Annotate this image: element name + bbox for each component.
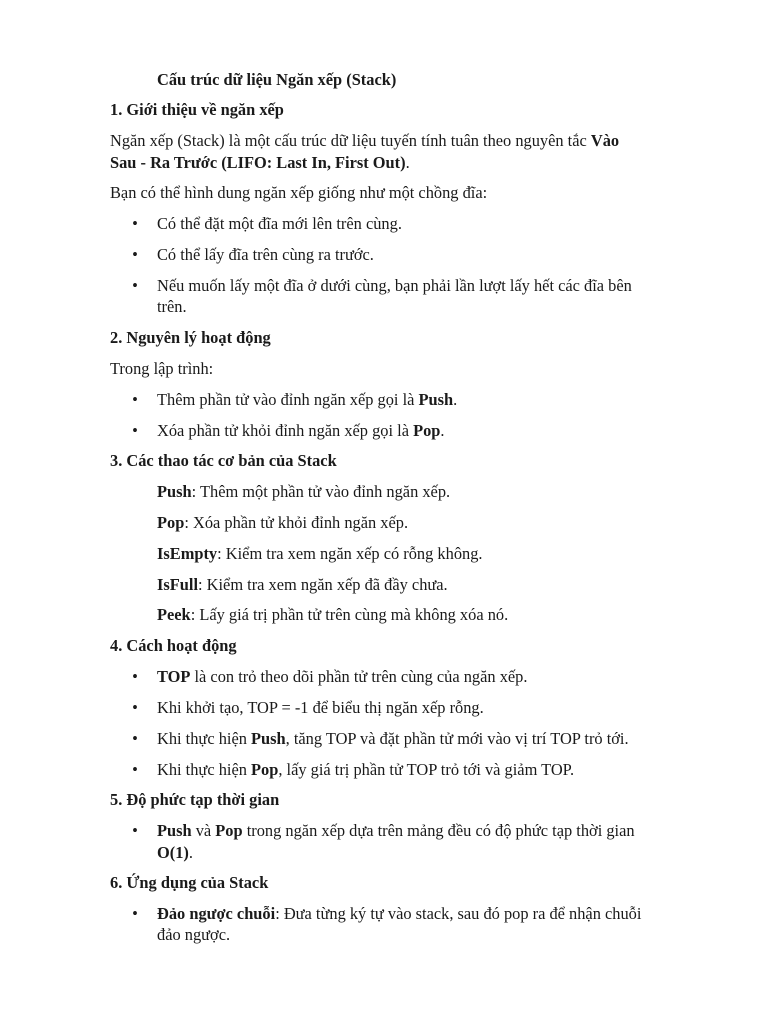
section-6-heading (110, 872, 268, 893)
bullet-icon: • (132, 821, 138, 840)
list-item (157, 697, 484, 718)
operation-description: : Xóa phần tử khỏi đỉnh ngăn xếp. (184, 513, 409, 532)
list-item-bold-text: Push (418, 390, 454, 409)
section-4-heading (110, 635, 237, 656)
list-item (157, 244, 374, 265)
list-item-text: Thêm phần tử vào đỉnh ngăn xếp gọi là (157, 390, 419, 409)
list-item-text: , lấy giá trị phần tử TOP trỏ tới và giảm TOP. (278, 760, 575, 779)
bullet-icon: • (132, 214, 138, 233)
operation-description: : Lấy giá trị phần tử trên cùng mà không xóa nó. (190, 605, 509, 624)
bullet-icon: • (132, 904, 138, 923)
operation-name: Pop (157, 513, 185, 532)
heading-text: 1. Giới thiệu về ngăn xếp (110, 100, 284, 119)
list-item-bold-text: TOP (157, 667, 191, 686)
operation-item (157, 512, 408, 533)
section-1-heading (110, 99, 284, 120)
list-item-text: . (188, 843, 193, 862)
bullet-icon: • (132, 421, 138, 440)
heading-text: 5. Độ phức tạp thời gian (110, 790, 280, 809)
operation-item (157, 481, 450, 502)
heading-text: 2. Nguyên lý hoạt động (110, 328, 271, 347)
operation-name: Peek (157, 605, 191, 624)
operation-name: IsFull (157, 575, 198, 594)
operation-name: IsEmpty (157, 544, 218, 563)
list-item (157, 666, 527, 687)
bullet-icon: • (132, 390, 138, 409)
document-title (157, 69, 396, 90)
list-item-bold-text: Pop (215, 821, 243, 840)
heading-text: 4. Cách hoạt động (110, 636, 237, 655)
list-item-continuation (157, 924, 230, 945)
list-item (157, 728, 629, 749)
list-item-text: là con trỏ theo dõi phần tử trên cùng của ngăn xếp. (190, 667, 528, 686)
list-item (157, 213, 402, 234)
list-item (157, 275, 632, 296)
list-item-bold-text: Push (251, 729, 286, 748)
section-5-heading (110, 789, 279, 810)
list-item-text: trên. (157, 297, 187, 316)
list-item-text: Khi khởi tạo, TOP = -1 để biểu thị ngăn xếp rỗng. (157, 698, 484, 717)
section-3-heading (110, 450, 337, 471)
list-item-text: . (453, 390, 458, 409)
section-1-paragraph-line-2 (110, 152, 410, 173)
title-text: Cấu trúc dữ liệu Ngăn xếp (Stack) (157, 70, 397, 89)
bullet-icon: • (132, 245, 138, 264)
paragraph-bold-text: Sau - Ra Trước (LIFO: Last In, First Out) (110, 153, 406, 172)
list-item-text: : Đưa từng ký tự vào stack, sau đó pop ra để nhận chuỗi (275, 904, 642, 923)
list-item-text: Khi thực hiện (157, 760, 252, 779)
list-item-text: Có thể đặt một đĩa mới lên trên cùng. (157, 214, 402, 233)
bullet-icon: • (132, 760, 138, 779)
operation-name: Push (157, 482, 192, 501)
list-item-bold-text: Đảo ngược chuỗi (157, 904, 276, 923)
section-1-paragraph-2 (110, 182, 487, 203)
section-2-intro (110, 358, 213, 379)
bullet-icon: • (132, 729, 138, 748)
list-item-text: và (191, 821, 216, 840)
paragraph-text: . (405, 153, 410, 172)
operation-item (157, 543, 483, 564)
list-item-text: Xóa phần tử khỏi đỉnh ngăn xếp gọi là (157, 421, 414, 440)
paragraph-text: Ngăn xếp (Stack) là một cấu trúc dữ liệu tuyến tính tuân theo nguyên tắc (110, 131, 591, 150)
list-item-text: đảo ngược. (157, 925, 231, 944)
heading-text: 3. Các thao tác cơ bản của Stack (110, 451, 337, 470)
list-item-bold-text: O(1) (157, 843, 189, 862)
list-item (157, 903, 641, 924)
heading-text: 6. Ứng dụng của Stack (110, 873, 269, 892)
list-item-continuation (157, 842, 193, 863)
paragraph-text: Trong lập trình: (110, 359, 214, 378)
list-item-text: trong ngăn xếp dựa trên mảng đều có độ phức tạp thời gian (242, 821, 635, 840)
list-item (157, 389, 457, 410)
list-item-text: Khi thực hiện (157, 729, 252, 748)
operation-description: : Kiểm tra xem ngăn xếp có rỗng không. (217, 544, 483, 563)
list-item-bold-text: Pop (413, 421, 441, 440)
operation-description: : Thêm một phần tử vào đỉnh ngăn xếp. (191, 482, 451, 501)
bullet-icon: • (132, 276, 138, 295)
operation-description: : Kiểm tra xem ngăn xếp đã đầy chưa. (198, 575, 448, 594)
list-item-text: Có thể lấy đĩa trên cùng ra trước. (157, 245, 374, 264)
section-2-heading (110, 327, 271, 348)
list-item (157, 420, 445, 441)
list-item (157, 820, 635, 841)
bullet-icon: • (132, 698, 138, 717)
list-item-bold-text: Push (157, 821, 192, 840)
operation-item (157, 574, 448, 595)
list-item (157, 759, 574, 780)
list-item-continuation (157, 296, 187, 317)
list-item-bold-text: Pop (251, 760, 279, 779)
operation-item (157, 604, 508, 625)
list-item-text: , tăng TOP và đặt phần tử mới vào vị trí TOP trỏ tới. (285, 729, 629, 748)
paragraph-bold-text: Vào (590, 131, 620, 150)
section-1-paragraph-line-1 (110, 130, 619, 151)
list-item-text: . (440, 421, 445, 440)
bullet-icon: • (132, 667, 138, 686)
paragraph-text: Bạn có thể hình dung ngăn xếp giống như một chồng đĩa: (110, 183, 488, 202)
list-item-text: Nếu muốn lấy một đĩa ở dưới cùng, bạn phải lần lượt lấy hết các đĩa bên (157, 276, 632, 295)
